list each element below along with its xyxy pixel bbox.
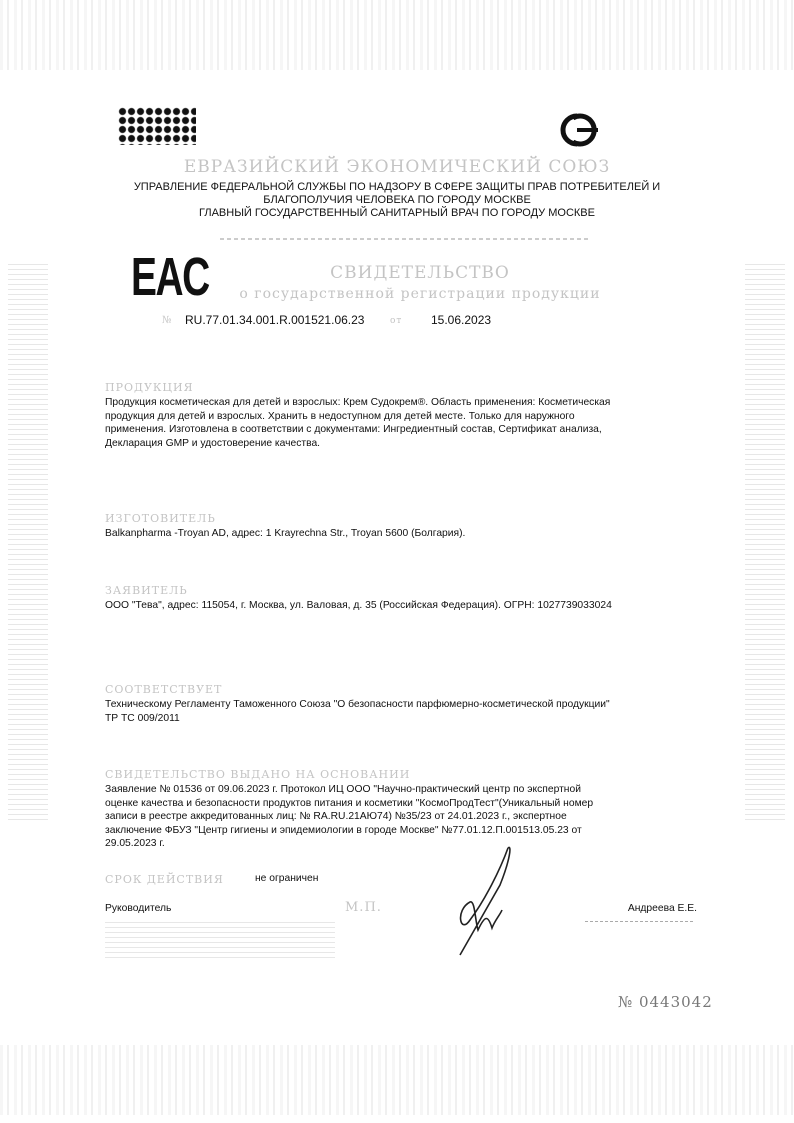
signature-line	[585, 921, 695, 922]
signer-role: Руководитель	[105, 903, 172, 914]
date-label: от	[390, 316, 403, 326]
basis-label: СВИДЕТЕЛЬСТВО ВЫДАНО НА ОСНОВАНИИ	[105, 768, 411, 781]
divider	[220, 238, 590, 240]
signer-name: Андреева Е.Е.	[627, 903, 697, 914]
form-number: № 0443042	[618, 993, 713, 1011]
authority-line-1: УПРАВЛЕНИЕ ФЕДЕРАЛЬНОЙ СЛУЖБЫ ПО НАДЗОРУ В СФЕРЕ ЗАЩИТЫ ПРАВ ПОТРЕБИТЕЛЕЙ И	[133, 181, 661, 193]
product-line: продукция для детей и взрослых. Хранить в недоступном для детей месте. Только для наружного	[105, 410, 575, 422]
product-label: ПРОДУКЦИЯ	[105, 381, 194, 394]
basis-line: Заявление № 01536 от 09.06.2023 г. Протокол ИЦ ООО "Научно-практический центр по экспертной	[105, 784, 581, 795]
number-label: №	[162, 315, 173, 326]
conforms-label: СООТВЕТСТВУЕТ	[105, 683, 223, 696]
product-text	[105, 396, 610, 450]
applicant-text: ООО "Тева", адрес: 115054, г. Москва, ул. Валовая, д. 35 (Российская Федерация). ОГРН: 1027739033024	[105, 600, 612, 611]
basis-line: записи в реестре аккредитованных лиц: № RA.RU.21АЮ74) №35/23 от 24.01.2023 г., экспертное	[105, 811, 567, 822]
product-line: применения. Изготовлена в соответствии с документами: Ингредиентный состав, Сертификат анализа,	[105, 424, 602, 435]
faint-stamp-text	[105, 920, 335, 958]
eac-logo: EAC	[131, 247, 209, 307]
security-pattern-icon	[118, 107, 196, 145]
product-line: Продукция косметическая для детей и взрослых: Крем Судокрем®. Область применения: Косметическая	[105, 397, 611, 408]
conforms-line: ТР ТС 009/2011	[105, 712, 180, 724]
scan-noise-right	[745, 260, 785, 820]
basis-line: 29.05.2023 г.	[105, 838, 165, 849]
certificate-subtitle: о государственной регистрации продукции	[239, 286, 601, 302]
conforms-text	[105, 698, 610, 725]
scan-noise-bottom	[0, 1045, 794, 1115]
authority-line-3: ГЛАВНЫЙ ГОСУДАРСТВЕННЫЙ САНИТАРНЫЙ ВРАЧ ПО ГОРОДУ МОСКВЕ	[199, 207, 595, 219]
applicant-label: ЗАЯВИТЕЛЬ	[105, 584, 188, 597]
certificate-date: 15.06.2023	[431, 313, 492, 327]
manufacturer-text: Balkanpharma -Troyan AD, адрес: 1 Krayrechna Str., Troyan 5600 (Болгария).	[105, 528, 466, 539]
manufacturer-label: ИЗГОТОВИТЕЛЬ	[105, 512, 216, 525]
validity-value: не ограничен	[255, 873, 319, 884]
stamp-mark: М.П.	[345, 900, 382, 915]
authority-line-2: БЛАГОПОЛУЧИЯ ЧЕЛОВЕКА ПО ГОРОДУ МОСКВЕ	[263, 194, 531, 206]
product-line: Декларация GMP и удостоверение качества.	[105, 437, 321, 449]
basis-line: оценке качества и безопасности продуктов питания и косметики "КосмоПродТест"(Уникальный номер	[105, 797, 594, 809]
basis-line: заключение ФБУЗ "Центр гигиены и эпидемиологии в городе Москве" №77.01.12.П.001513.05.23 от	[105, 824, 582, 836]
scan-noise-top	[0, 0, 794, 70]
conforms-line: Техническому Регламенту Таможенного Союза "О безопасности парфюмерно-косметической продукции"	[105, 699, 610, 710]
union-title: ЕВРАЗИЙСКИЙ ЭКОНОМИЧЕСКИЙ СОЮЗ	[183, 157, 611, 177]
validity-label: СРОК ДЕЙСТВИЯ	[105, 873, 224, 886]
signature-icon	[440, 840, 560, 960]
sanitary-logo-icon	[555, 110, 603, 150]
certificate-title: СВИДЕТЕЛЬСТВО	[330, 263, 510, 283]
certificate-number: RU.77.01.34.001.R.001521.06.23	[185, 313, 365, 327]
scan-noise-left	[8, 260, 48, 820]
